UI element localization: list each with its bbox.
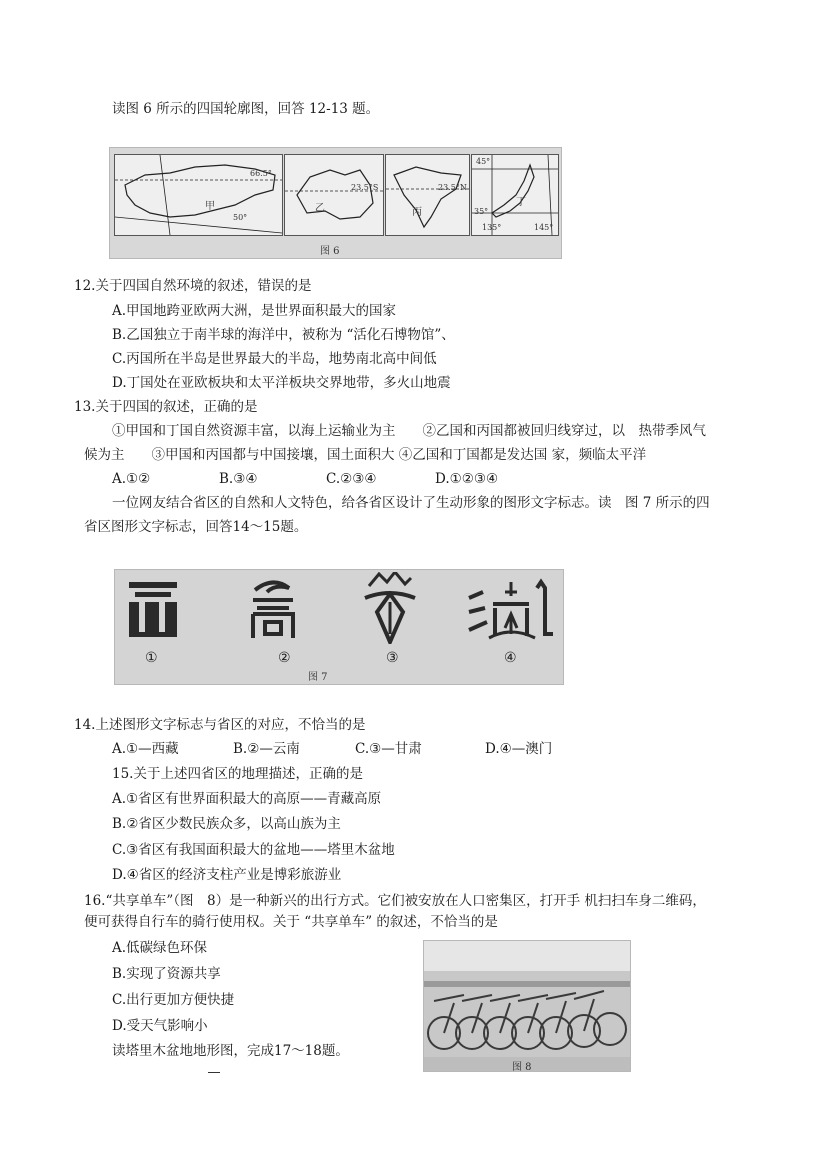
- logo-number-4: ④: [504, 650, 517, 666]
- q12-option-c: C.丙国所在半岛是世界最大的半岛，地势南北高中间低: [112, 351, 437, 367]
- lat-45: 45°: [476, 157, 491, 166]
- stray-mark: [208, 1072, 220, 1073]
- q13-stem: 13.关于四国的叙述，正确的是: [74, 399, 258, 415]
- label-jia: 甲: [205, 201, 215, 212]
- lon-145: 145°: [534, 223, 554, 232]
- q13-option-a: A.①②: [112, 471, 151, 487]
- q13-option-c: C.②③④: [326, 471, 377, 487]
- lat-23s: 23.5°S: [351, 183, 379, 192]
- tibet-logo-icon: [125, 578, 181, 640]
- q14-stem: 14.上述图形文字标志与省区的对应，不恰当的是: [74, 717, 366, 733]
- intro-fig7-line1: 一位网友结合省区的自然和人文特色，给各省区设计了生动形象的图形文字标志。读 图 7 所示的四: [112, 495, 710, 511]
- q15-option-a: A.①省区有世界面积最大的高原——青藏高原: [112, 791, 382, 807]
- figure-6: [109, 147, 562, 259]
- q16-stem-line2: 便可获得自行车的骑行使用权。关于 “共享单车” 的叙述，不恰当的是: [84, 914, 498, 930]
- logo-number-1: ①: [145, 650, 158, 666]
- q16-option-c: C.出行更加方便快捷: [112, 992, 235, 1008]
- label-yi: 乙: [315, 203, 325, 214]
- lat-50: 50°: [233, 213, 248, 222]
- q14-option-c: C.③—甘肃: [355, 741, 422, 757]
- q13-option-b: B.③④: [219, 471, 258, 487]
- india-outline-icon: [386, 155, 469, 235]
- q13-line1: ①甲国和丁国自然资源丰富，以海上运输业为主 ②乙国和丙国都被回归线穿过，以 热带季风气: [112, 423, 706, 439]
- q16-option-a: A.低碳绿色环保: [112, 940, 208, 956]
- map-panel-bing: [385, 154, 470, 236]
- q16-option-d: D.受天气影响小: [112, 1018, 208, 1034]
- bicycles-photo-icon: [424, 941, 630, 1057]
- q14-option-a: A.①—西藏: [112, 741, 179, 757]
- label-bing: 丙: [412, 207, 422, 218]
- lon-135: 135°: [482, 223, 502, 232]
- figure-8-photo: [423, 940, 631, 1072]
- q12-option-b: B.乙国独立于南半球的海洋中，被称为 “活化石博物馆”、: [112, 327, 455, 343]
- russia-outline-icon: [115, 155, 282, 235]
- intro-tarim: 读塔里木盆地地形图，完成17～18题。: [112, 1043, 349, 1059]
- q16-option-b: B.实现了资源共享: [112, 966, 221, 982]
- q16-stem-line1: 16.“共享单车”（图 8）是一种新兴的出行方式。它们被安放在人口密集区，打开手 机扫扫车身二维码，: [84, 893, 706, 909]
- map-panel-yi: [284, 154, 384, 236]
- q13-line2: 候为主 ③甲国和丙国都与中国接壤，国土面积大 ④乙国和丁国都是发达国 家，频临太平洋: [84, 447, 647, 463]
- q15-option-b: B.②省区少数民族众多，以高山族为主: [112, 816, 341, 832]
- q12-stem: 12.关于四国自然环境的叙述，错误的是: [74, 278, 312, 294]
- australia-outline-icon: [285, 155, 383, 235]
- q14-option-b: B.②—云南: [233, 741, 300, 757]
- fig6-caption: 图 6: [320, 246, 340, 257]
- fig7-caption: 图 7: [308, 672, 328, 683]
- lat-66: 66.5°: [250, 169, 272, 178]
- q13-option-d: D.①②③④: [435, 471, 499, 487]
- intro-fig6: 读图 6 所示的四国轮廓图，回答 12-13 题。: [112, 101, 380, 117]
- fig8-caption: 图 8: [512, 1062, 532, 1073]
- lat-23n: 23.5°N: [438, 183, 467, 192]
- q15-option-c: C.③省区有我国面积最大的盆地——塔里木盆地: [112, 842, 395, 858]
- macau-logo-icon: [465, 578, 557, 640]
- label-ding: 丁: [516, 197, 526, 208]
- map-panel-jia: [114, 154, 283, 236]
- q12-option-a: A.甲国地跨亚欧两大洲，是世界面积最大的国家: [112, 303, 397, 319]
- q12-option-d: D.丁国处在亚欧板块和太平洋板块交界地带，多火山地震: [112, 375, 451, 391]
- q14-option-d: D.④—澳门: [485, 741, 553, 757]
- gansu-logo-icon: [361, 572, 419, 644]
- logo-number-2: ②: [278, 650, 291, 666]
- logo-number-3: ③: [386, 650, 399, 666]
- q15-stem: 15.关于上述四省区的地理描述，正确的是: [112, 766, 363, 782]
- intro-fig7-line2: 省区图形文字标志，回答14～15题。: [84, 519, 308, 535]
- yunnan-logo-icon: [245, 576, 301, 642]
- map-panel-ding: [471, 154, 559, 236]
- figure-7: [114, 569, 564, 685]
- lat-35: 35°: [474, 207, 489, 216]
- q15-option-d: D.④省区的经济支柱产业是博彩旅游业: [112, 867, 342, 883]
